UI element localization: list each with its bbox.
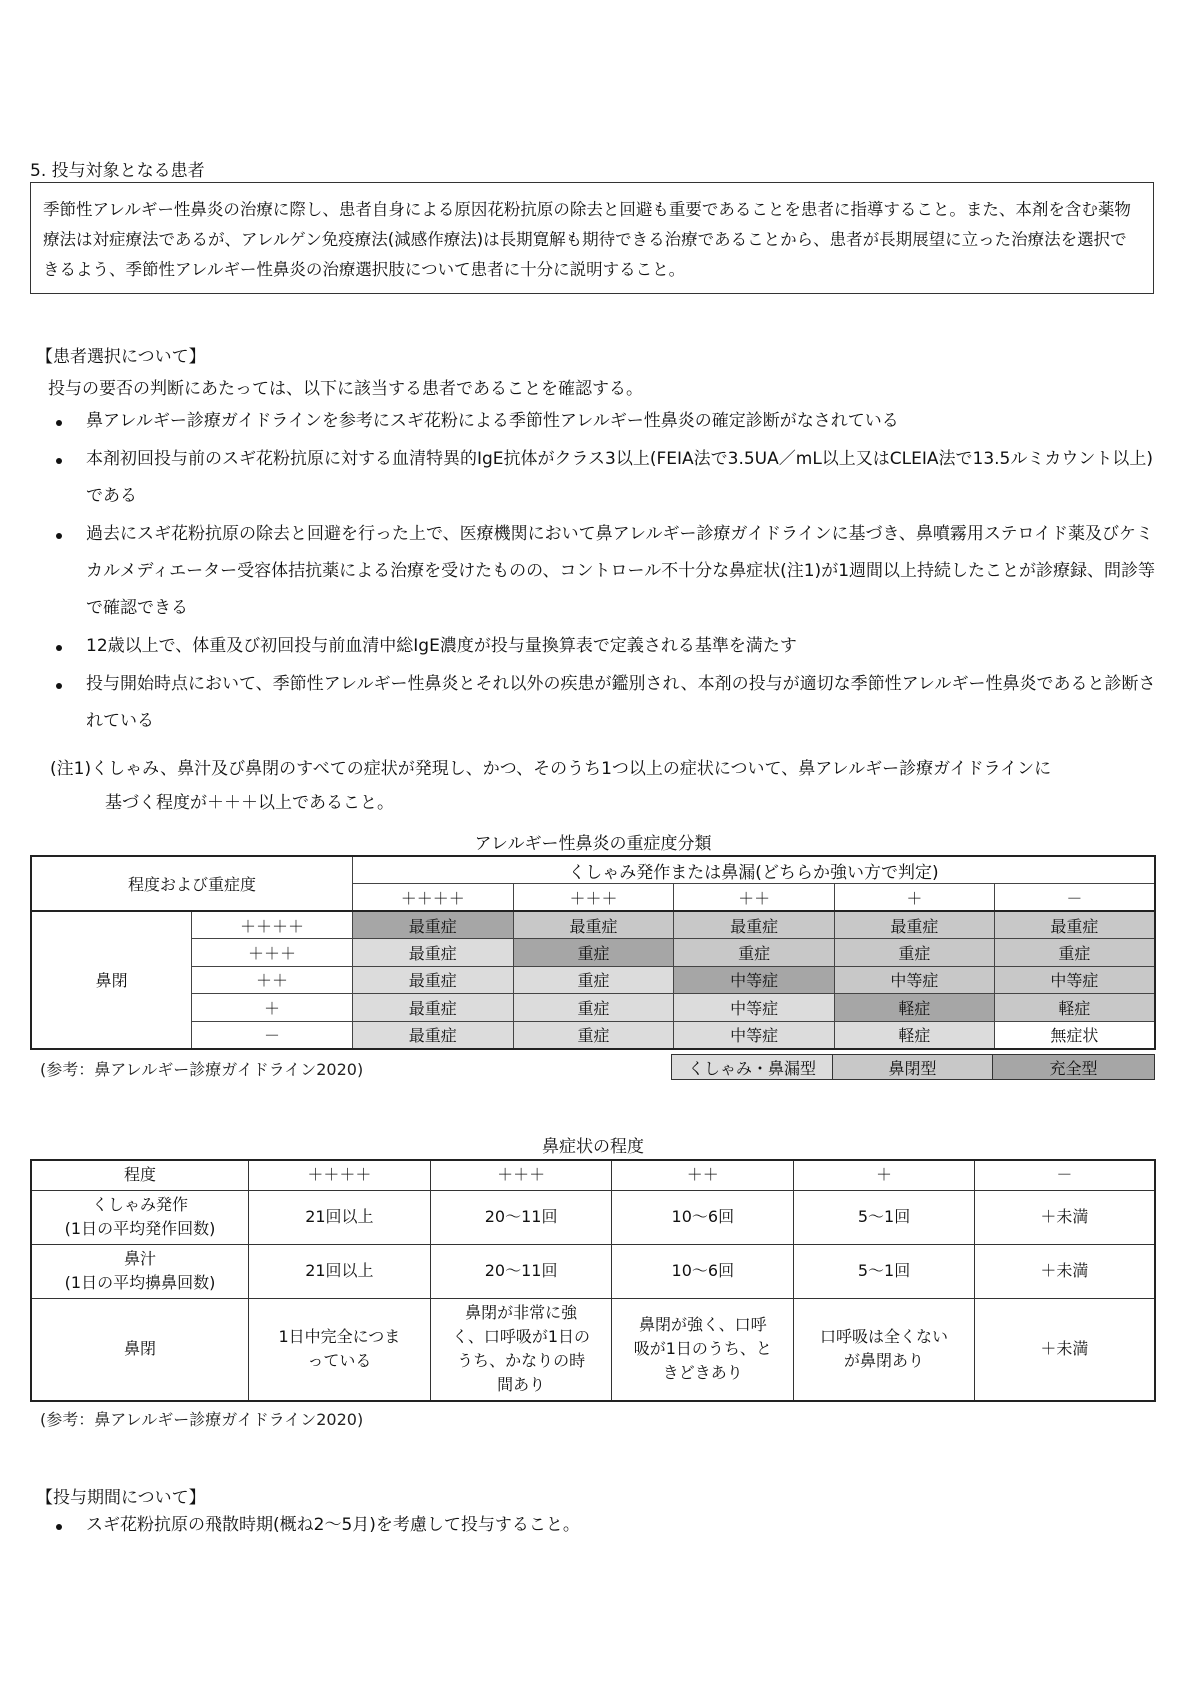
symptom-label-sub: (1日の平均擤鼻回数) xyxy=(64,1273,216,1292)
notice-box: 季節性アレルギー性鼻炎の治療に際し、患者自身による原因花粉抗原の除去と回避も重要であることを患者に指導すること。また、本剤を含む薬物療法は対症療法であるが、アレルゲン免疫療法(減感作療法)は長期寛解も期待できる治療であることから、患者が長期展望に立った治療法を選択できるよう、季節性アレルギー性鼻炎の治療選択肢について患者に十分に説明すること。 xyxy=(30,182,1154,294)
symptom-cell: 20～11回 xyxy=(430,1190,612,1244)
symptom-cell: ＋未満 xyxy=(974,1298,1155,1401)
symptom-cell: 21回以上 xyxy=(249,1190,431,1244)
selection-bullet-5: 投与開始時点において、季節性アレルギー性鼻炎とそれ以外の疾患が鑑別され、本剤の投与が適切な季節性アレルギー性鼻炎であると診断されている xyxy=(86,674,1156,731)
patient-selection-intro: 投与の要否の判断にあたっては、以下に該当する患者であることを確認する。 xyxy=(48,379,643,399)
symptom-label-main: くしゃみ発作 xyxy=(92,1195,189,1214)
severity-cell: 最重症 xyxy=(674,911,835,939)
row-level: ＋ xyxy=(192,994,353,1022)
col-level: ＋＋＋＋ xyxy=(352,884,513,912)
bullet-dot xyxy=(56,683,62,689)
severity-cell: 重症 xyxy=(994,939,1155,967)
symptom-header: － xyxy=(974,1160,1155,1190)
severity-cell: 重症 xyxy=(674,939,835,967)
severity-cell: 最重症 xyxy=(352,994,513,1022)
symptom-cell: 鼻閉が非常に強く、口呼吸が1日のうち、かなりの時間あり xyxy=(430,1298,612,1401)
row-level: ＋＋ xyxy=(192,966,353,994)
severity-cell: 重症 xyxy=(513,939,674,967)
severity-col-group: くしゃみ発作または鼻漏(どちらか強い方で判定) xyxy=(352,856,1155,884)
selection-bullet-1: 鼻アレルギー診療ガイドラインを参考にスギ花粉による季節性アレルギー性鼻炎の確定診断がなされている xyxy=(86,411,899,431)
patient-selection-heading: 【患者選択について】 xyxy=(36,347,206,367)
symptom-header: ＋ xyxy=(794,1160,975,1190)
symptom-table-caption: 鼻症状の程度 xyxy=(542,1137,644,1157)
severity-cell: 無症状 xyxy=(994,1021,1155,1049)
legend-item: 鼻閉型 xyxy=(833,1055,993,1080)
symptom-header: 程度 xyxy=(31,1160,249,1190)
footnote-line-1: (注1)くしゃみ、鼻汁及び鼻閉のすべての症状が発現し、かつ、そのうち1つ以上の症状について、鼻アレルギー診療ガイドラインに xyxy=(50,759,1052,779)
col-level: － xyxy=(994,884,1155,912)
severity-cell: 最重症 xyxy=(513,911,674,939)
symptom-row-label: 鼻閉 xyxy=(31,1298,249,1401)
row-level: ＋＋＋＋ xyxy=(192,911,353,939)
symptom-cell: ＋未満 xyxy=(974,1244,1155,1298)
severity-cell: 中等症 xyxy=(674,994,835,1022)
symptom-cell: 21回以上 xyxy=(249,1244,431,1298)
severity-cell: 最重症 xyxy=(352,939,513,967)
symptom-reference: (参考：鼻アレルギー診療ガイドライン2020) xyxy=(40,1410,364,1429)
dosing-period-heading: 【投与期間について】 xyxy=(36,1488,206,1508)
severity-cell: 軽症 xyxy=(994,994,1155,1022)
symptom-table xyxy=(30,1159,1156,1402)
selection-bullet-4: 12歳以上で、体重及び初回投与前血清中総IgE濃度が投与量換算表で定義される基準を満たす xyxy=(86,636,797,656)
symptom-cell: 鼻閉が強く、口呼吸が1日のうち、ときどきあり xyxy=(612,1298,794,1401)
severity-cell: 重症 xyxy=(835,939,995,967)
selection-bullet-3: 過去にスギ花粉抗原の除去と回避を行った上で、医療機関において鼻アレルギー診療ガイドラインに基づき、鼻噴霧用ステロイド薬及びケミカルメディエーター受容体拮抗薬による治療を受けたものの、コントロール不十分な鼻症状(注1)が1週間以上持続したことが診療録、問診等で確認できる xyxy=(86,524,1156,618)
symptom-row-label xyxy=(31,1244,249,1298)
severity-cell: 軽症 xyxy=(835,1021,995,1049)
symptom-cell: 20～11回 xyxy=(430,1244,612,1298)
severity-row-group: 鼻閉 xyxy=(31,911,192,1049)
symptom-header: ＋＋＋ xyxy=(430,1160,612,1190)
severity-cell: 最重症 xyxy=(352,1021,513,1049)
symptom-cell: 1日中完全につまっている xyxy=(249,1298,431,1401)
symptom-label-sub: (1日の平均発作回数) xyxy=(64,1219,216,1238)
severity-cell: 中等症 xyxy=(835,966,995,994)
bullet-dot xyxy=(56,458,62,464)
symptom-row-label xyxy=(31,1190,249,1244)
symptom-header: ＋＋ xyxy=(612,1160,794,1190)
col-level: ＋＋＋ xyxy=(513,884,674,912)
row-level: － xyxy=(192,1021,353,1049)
symptom-cell: 5～1回 xyxy=(794,1244,975,1298)
dosing-period-bullet: スギ花粉抗原の飛散時期(概ね2～5月)を考慮して投与すること。 xyxy=(86,1515,580,1535)
severity-cell: 最重症 xyxy=(352,966,513,994)
severity-cell: 中等症 xyxy=(994,966,1155,994)
severity-cell: 最重症 xyxy=(994,911,1155,939)
footnote-line-2: 基づく程度が＋＋＋以上であること。 xyxy=(105,793,394,813)
row-level: ＋＋＋ xyxy=(192,939,353,967)
symptom-label-main: 鼻汁 xyxy=(124,1249,157,1268)
severity-reference: (参考：鼻アレルギー診療ガイドライン2020) xyxy=(40,1060,364,1079)
symptom-cell: 口呼吸は全くないが鼻閉あり xyxy=(794,1298,975,1401)
selection-bullet-2: 本剤初回投与前のスギ花粉抗原に対する血清特異的IgE抗体がクラス3以上(FEIA法で3.5UA／mL以上又はCLEIA法で13.5ルミカウント以上)である xyxy=(86,449,1153,506)
symptom-header: ＋＋＋＋ xyxy=(249,1160,431,1190)
symptom-cell: 10～6回 xyxy=(612,1190,794,1244)
severity-cell: 最重症 xyxy=(352,911,513,939)
severity-table-caption: アレルギー性鼻炎の重症度分類 xyxy=(474,834,712,854)
section-title: 5. 投与対象となる患者 xyxy=(30,161,205,181)
severity-cell: 軽症 xyxy=(835,994,995,1022)
col-level: ＋ xyxy=(835,884,995,912)
bullet-dot xyxy=(56,645,62,651)
bullet-dot xyxy=(56,533,62,539)
footnote xyxy=(50,752,1160,820)
severity-cell: 中等症 xyxy=(674,966,835,994)
legend-item: くしゃみ・鼻漏型 xyxy=(672,1055,833,1080)
symptom-cell: 5～1回 xyxy=(794,1190,975,1244)
severity-cell: 中等症 xyxy=(674,1021,835,1049)
bullet-dot xyxy=(56,1524,62,1530)
severity-legend xyxy=(671,1054,1155,1080)
col-level: ＋＋ xyxy=(674,884,835,912)
symptom-cell: 10～6回 xyxy=(612,1244,794,1298)
symptom-cell: ＋未満 xyxy=(974,1190,1155,1244)
severity-table xyxy=(30,855,1156,1050)
bullet-dot xyxy=(56,420,62,426)
severity-cell: 重症 xyxy=(513,994,674,1022)
severity-cell: 重症 xyxy=(513,1021,674,1049)
legend-item: 充全型 xyxy=(993,1055,1155,1080)
severity-cell: 重症 xyxy=(513,966,674,994)
severity-cell: 最重症 xyxy=(835,911,995,939)
severity-corner: 程度および重症度 xyxy=(31,856,352,911)
